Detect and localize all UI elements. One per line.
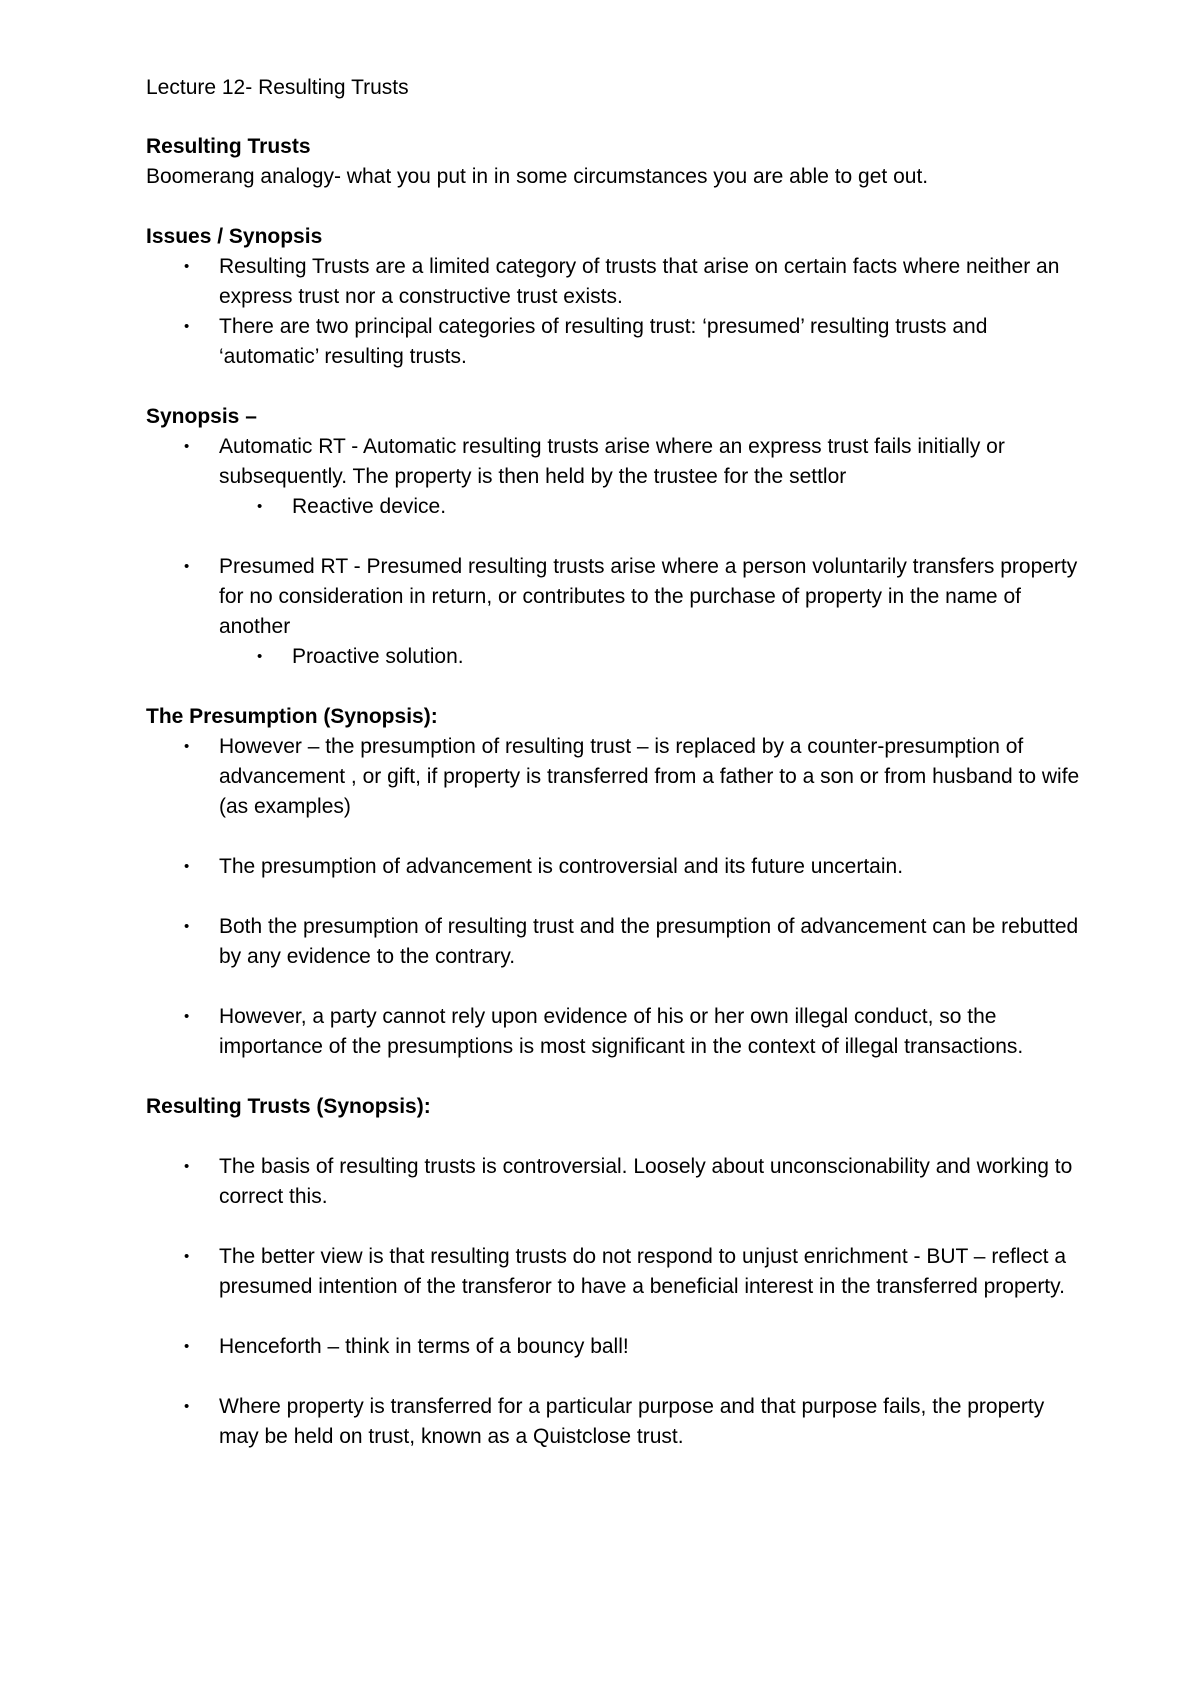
list-item: • The better view is that resulting trusts do not respond to unjust enrichment - BUT – reflect a presumed intention of the transferor to have a beneficial interest in the transferred property. xyxy=(146,1242,1086,1302)
issues-heading: Issues / Synopsis xyxy=(146,225,323,248)
presumption-section xyxy=(146,702,1086,1062)
rt-synopsis-list xyxy=(146,1152,1086,1452)
list-item: • The presumption of advancement is controversial and its future uncertain. xyxy=(146,852,1086,882)
list-item: • Both the presumption of resulting trust and the presumption of advancement can be rebutted by any evidence to the contrary. xyxy=(146,912,1086,972)
list-item: • Where property is transferred for a particular purpose and that purpose fails, the property may be held on trust, known as a Quistclose trust. xyxy=(146,1392,1086,1452)
list-item: • However – the presumption of resulting trust – is replaced by a counter-presumption of advancement , or gift, if property is transferred from a father to a son or from husband to wife (as examples) xyxy=(146,732,1086,822)
list-item: • However, a party cannot rely upon evidence of his or her own illegal conduct, so the importance of the presumptions is most significant in the context of illegal transactions. xyxy=(146,1002,1086,1062)
document-title: Lecture 12- Resulting Trusts xyxy=(146,76,409,99)
sub-list-item: • Reactive device. xyxy=(146,492,1086,522)
list-item: • Henceforth – think in terms of a bouncy ball! xyxy=(146,1332,1086,1362)
sub-list-item: • Proactive solution. xyxy=(146,642,1086,672)
synopsis-list xyxy=(146,432,1086,672)
intro-section xyxy=(146,132,1086,192)
list-item-automatic-rt: • Automatic RT - Automatic resulting trusts arise where an express trust fails initially or subsequently. The property is then held by the trustee for the settlor xyxy=(146,432,1086,492)
list-item-presumed-rt: • Presumed RT - Presumed resulting trusts arise where a person voluntarily transfers property for no consideration in return, or contributes to the purchase of property in the name of another xyxy=(146,552,1086,642)
document-body xyxy=(146,73,1086,1452)
rt-synopsis-section xyxy=(146,1092,1086,1452)
rt-synopsis-heading: Resulting Trusts (Synopsis): xyxy=(146,1095,431,1118)
spacer xyxy=(146,1122,1086,1152)
synopsis-heading: Synopsis – xyxy=(146,405,257,428)
issues-section xyxy=(146,222,1086,372)
list-item: • The basis of resulting trusts is controversial. Loosely about unconscionability and working to correct this. xyxy=(146,1152,1086,1212)
list-item: • There are two principal categories of resulting trust: ‘presumed’ resulting trusts and ‘automatic’ resulting trusts. xyxy=(146,312,1086,372)
presumption-heading: The Presumption (Synopsis): xyxy=(146,705,438,728)
presumption-list xyxy=(146,732,1086,1062)
list-item: • Resulting Trusts are a limited category of trusts that arise on certain facts where neither an express trust nor a constructive trust exists. xyxy=(146,252,1086,312)
issues-list xyxy=(146,252,1086,372)
intro-heading: Resulting Trusts xyxy=(146,135,311,158)
intro-text: Boomerang analogy- what you put in in some circumstances you are able to get out. xyxy=(146,165,929,188)
synopsis-section xyxy=(146,402,1086,672)
